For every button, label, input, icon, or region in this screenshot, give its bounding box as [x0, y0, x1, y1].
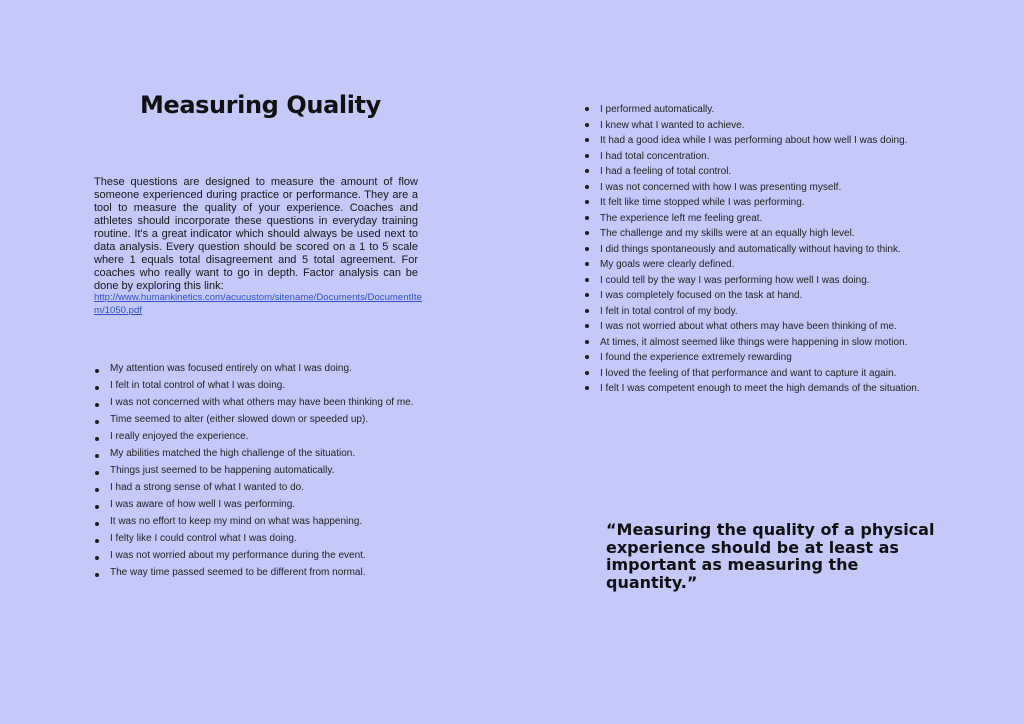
list-item: It was no effort to keep my mind on what was happening. — [94, 517, 414, 529]
list-item: I had a feeling of total control. — [584, 164, 974, 180]
list-item: I felty like I could control what I was doing. — [94, 534, 414, 546]
list-item: I performed automatically. — [584, 102, 974, 118]
page-title: Measuring Quality — [140, 91, 381, 119]
list-item: I loved the feeling of that performance and want to capture it again. — [584, 366, 974, 382]
list-item: I felt I was competent enough to meet the high demands of the situation. — [584, 381, 974, 397]
list-item: I felt in total control of my body. — [584, 304, 974, 320]
list-item: I was not worried about what others may have been thinking of me. — [584, 319, 974, 335]
list-item: I knew what I wanted to achieve. — [584, 118, 974, 134]
list-item: I really enjoyed the experience. — [94, 432, 414, 444]
list-item: I had total concentration. — [584, 149, 974, 165]
list-item: I was not concerned with what others may have been thinking of me. — [94, 398, 414, 410]
factor-analysis-link[interactable]: http://www.humankinetics.com/acucustom/sitename/Documents/DocumentItem/1050.pdf — [94, 292, 422, 316]
list-item: My attention was focused entirely on what I was doing. — [94, 364, 414, 376]
list-item: I was aware of how well I was performing. — [94, 500, 414, 512]
questions-list-left — [94, 364, 414, 585]
list-item: My goals were clearly defined. — [584, 257, 974, 273]
list-item: At times, it almost seemed like things were happening in slow motion. — [584, 335, 974, 351]
list-item: The way time passed seemed to be different from normal. — [94, 568, 414, 580]
questions-list-right — [584, 102, 974, 397]
list-item: I could tell by the way I was performing how well I was doing. — [584, 273, 974, 289]
list-item: I was not worried about my performance during the event. — [94, 551, 414, 563]
intro-paragraph: These questions are designed to measure the amount of flow someone experienced during practice or performance. They are a tool to measure the quality of your experience. Coaches and athletes should incorporate these questions in everyday training routine. It's a great indicator which should always be used next to data analysis. Every question should be scored on a 1 to 5 scale where 1 equals total disagreement and 5 total agreement. For coaches who really want to go in depth. Factor analysis can be done by exploring this link: — [94, 176, 418, 292]
list-item: It felt like time stopped while I was performing. — [584, 195, 974, 211]
list-item: I found the experience extremely rewarding — [584, 350, 974, 366]
list-item: It had a good idea while I was performing about how well I was doing. — [584, 133, 974, 149]
list-item: My abilities matched the high challenge of the situation. — [94, 449, 414, 461]
list-item: I felt in total control of what I was doing. — [94, 381, 414, 393]
list-item: I had a strong sense of what I wanted to do. — [94, 483, 414, 495]
list-item: The challenge and my skills were at an equally high level. — [584, 226, 974, 242]
list-item: Things just seemed to be happening automatically. — [94, 466, 414, 478]
list-item: The experience left me feeling great. — [584, 211, 974, 227]
list-item: I did things spontaneously and automatically without having to think. — [584, 242, 974, 258]
list-item: I was completely focused on the task at hand. — [584, 288, 974, 304]
list-item: I was not concerned with how I was presenting myself. — [584, 180, 974, 196]
list-item: Time seemed to alter (either slowed down or speeded up). — [94, 415, 414, 427]
pull-quote: “Measuring the quality of a physical experience should be at least as important as measuring the quantity.” — [606, 520, 935, 592]
